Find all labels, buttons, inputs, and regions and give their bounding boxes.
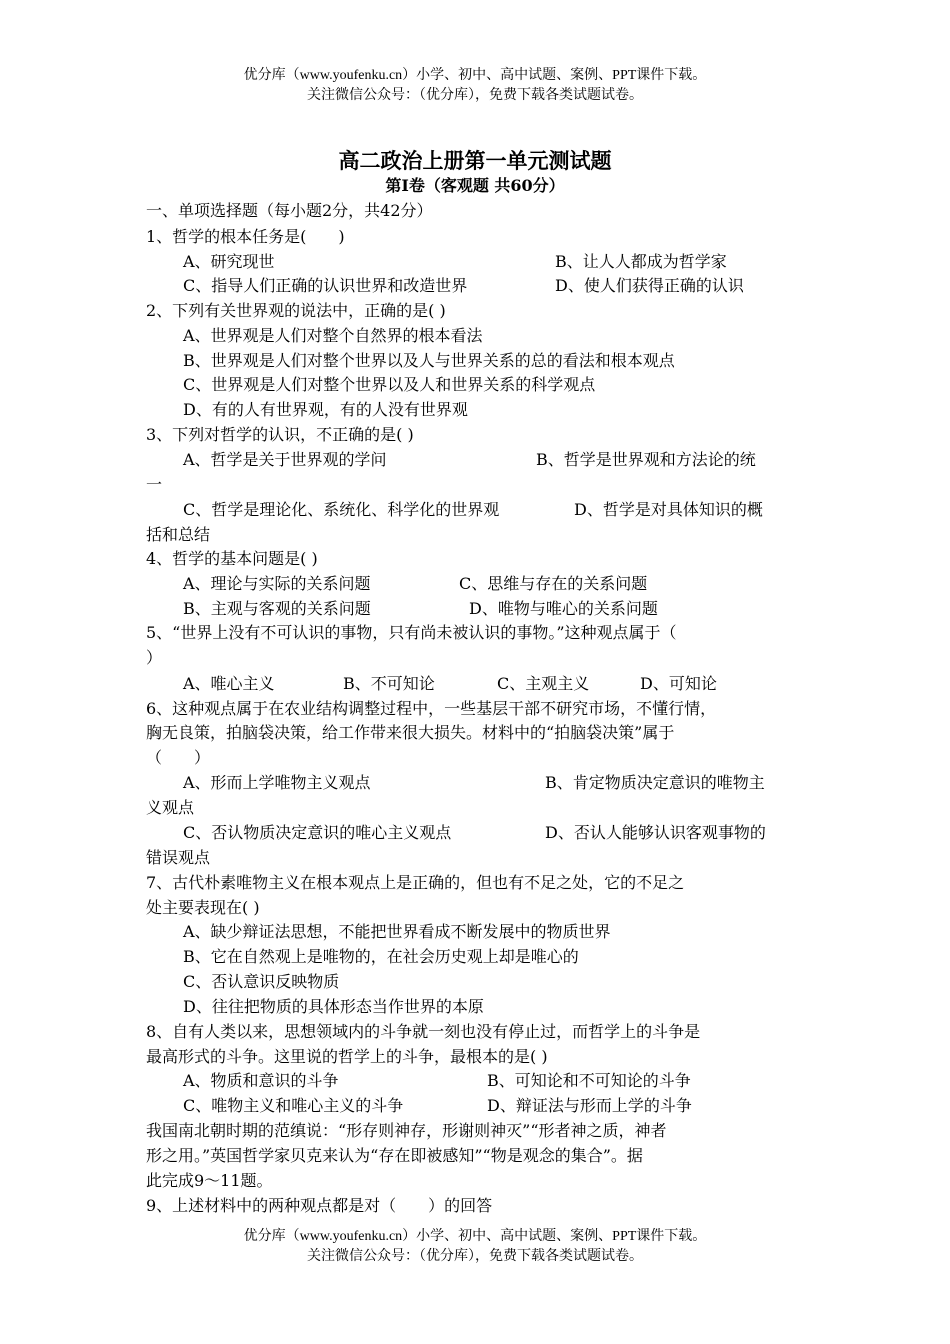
question-8-option-b: B、可知论和不可知论的斗争 (487, 1071, 691, 1090)
question-1-option-b: B、让人人都成为哲学家 (555, 252, 727, 271)
question-7-option-b: B、它在自然观上是唯物的，在社会历史观上却是唯心的 (183, 947, 579, 966)
question-6-option-d: D、否认人能够认识客观事物的 (545, 823, 766, 842)
question-5-option-d: D、可知论 (640, 674, 717, 693)
question-2-stem: 2、下列有关世界观的说法中，正确的是( ) (146, 301, 446, 320)
question-8-stem: 8、自有人类以来，思想领域内的斗争就一刻也没有停止过，而哲学上的斗争是 (146, 1022, 701, 1041)
question-1-option-a: A、研究现世 (183, 252, 275, 271)
question-1-options-row-1 (183, 250, 813, 274)
question-8-option-d: D、辩证法与形而上学的斗争 (487, 1096, 692, 1115)
question-1-option-c: C、指导人们正确的认识世界和改造世界 (183, 276, 468, 295)
question-6-option-b: B、肯定物质决定意识的唯物主 (545, 773, 765, 792)
question-4-option-d: D、唯物与唯心的关系问题 (469, 599, 658, 618)
question-7-stem-continued: 处主要表现在( ) (146, 898, 260, 917)
question-1-stem: 1、哲学的根本任务是( ) (146, 227, 345, 246)
question-8-stem-continued: 最高形式的斗争。这里说的哲学上的斗争，最根本的是( ) (146, 1047, 548, 1066)
question-2-option-c: C、世界观是人们对整个世界以及人和世界关系的科学观点 (183, 375, 596, 394)
question-7-option-c: C、否认意识反映物质 (183, 972, 340, 991)
question-3-option-d-continued: 括和总结 (146, 525, 211, 544)
question-6-options-row-2 (183, 821, 813, 845)
material-line-3: 此完成9～11题。 (146, 1171, 273, 1190)
question-4-option-a: A、理论与实际的关系问题 (183, 574, 371, 593)
question-6-option-d-continued: 错误观点 (146, 848, 211, 867)
material-line-2: 形之用。”英国哲学家贝克来认为“存在即被感知”“物是观念的集合”。据 (146, 1146, 643, 1165)
header-line-1: 优分库（www.youfenku.cn）小学、初中、高中试题、案例、PPT课件下载。 (243, 68, 707, 83)
question-8-options-row-2 (183, 1094, 813, 1118)
question-5-option-a: A、唯心主义 (183, 674, 275, 693)
question-6-option-b-continued: 义观点 (146, 798, 195, 817)
page-title: 高二政治上册第一单元测试题 (338, 148, 612, 173)
question-3-option-b-continued: 一 (146, 475, 163, 494)
header-line-2: 关注微信公众号：（优分库），免费下载各类试题试卷。 (307, 88, 643, 103)
question-4-stem: 4、哲学的基本问题是( ) (146, 549, 318, 568)
question-6-option-a: A、形而上学唯物主义观点 (183, 773, 371, 792)
question-4-option-c: C、思维与存在的关系问题 (459, 574, 648, 593)
question-4-options-row-1 (183, 572, 813, 596)
question-3-stem: 3、下列对哲学的认识，不正确的是( ) (146, 425, 414, 444)
question-4-options-row-2 (183, 597, 813, 621)
question-2-option-b: B、世界观是人们对整个世界以及人与世界关系的总的看法和根本观点 (183, 351, 675, 370)
question-6-option-c: C、否认物质决定意识的唯心主义观点 (183, 823, 452, 842)
question-3-option-a: A、哲学是关于世界观的学问 (183, 450, 387, 469)
question-5-stem: 5、“世界上没有不可认识的事物，只有尚未被认识的事物。”这种观点属于（ (146, 623, 677, 642)
material-line-1: 我国南北朝时期的范缜说：“形存则神存，形谢则神灭”“形者神之质，神者 (146, 1121, 667, 1140)
question-7-option-a: A、缺少辩证法思想，不能把世界看成不断发展中的物质世界 (183, 922, 611, 941)
question-5-option-b: B、不可知论 (343, 674, 435, 693)
question-3-options-row-2 (183, 498, 813, 522)
page-subtitle: 第Ⅰ卷（客观题 共60分） (385, 176, 565, 195)
footer-line-1: 优分库（www.youfenku.cn）小学、初中、高中试题、案例、PPT课件下载。 (243, 1229, 707, 1244)
question-6-stem-line-2: 胸无良策，拍脑袋决策，给工作带来很大损失。材料中的“拍脑袋决策”属于 (146, 723, 675, 742)
question-8-options-row-1 (183, 1069, 813, 1093)
section-heading: 一、单项选择题（每小题2分，共42分） (146, 201, 433, 220)
question-7-stem: 7、古代朴素唯物主义在根本观点上是正确的，但也有不足之处，它的不足之 (146, 873, 685, 892)
question-6-options-row-1 (183, 771, 813, 795)
question-4-option-b: B、主观与客观的关系问题 (183, 599, 371, 618)
footer-line-2: 关注微信公众号：（优分库），免费下载各类试题试卷。 (307, 1249, 643, 1264)
question-1-options-row-2 (183, 274, 813, 298)
question-5-option-c: C、主观主义 (497, 674, 590, 693)
question-5-stem-continued: ） (146, 648, 163, 667)
question-3-option-b: B、哲学是世界观和方法论的统 (536, 450, 756, 469)
question-8-option-c: C、唯物主义和唯心主义的斗争 (183, 1096, 404, 1115)
question-8-option-a: A、物质和意识的斗争 (183, 1071, 339, 1090)
question-3-option-c: C、哲学是理论化、系统化、科学化的世界观 (183, 500, 500, 519)
question-3-options-row-1 (183, 448, 813, 472)
question-5-options (183, 672, 813, 696)
question-2-option-a: A、世界观是人们对整个自然界的根本看法 (183, 326, 483, 345)
question-3-option-d: D、哲学是对具体知识的概 (574, 500, 763, 519)
question-6-stem-line-3: （ ） (146, 748, 211, 767)
question-1-option-d: D、使人们获得正确的认识 (555, 276, 744, 295)
question-2-option-d: D、有的人有世界观，有的人没有世界观 (183, 400, 468, 419)
question-6-stem: 6、这种观点属于在农业结构调整过程中，一些基层干部不研究市场，不懂行情， (146, 699, 717, 718)
question-9-stem: 9、上述材料中的两种观点都是对（ ）的回答 (146, 1196, 493, 1215)
question-7-option-d: D、往往把物质的具体形态当作世界的本原 (183, 997, 484, 1016)
